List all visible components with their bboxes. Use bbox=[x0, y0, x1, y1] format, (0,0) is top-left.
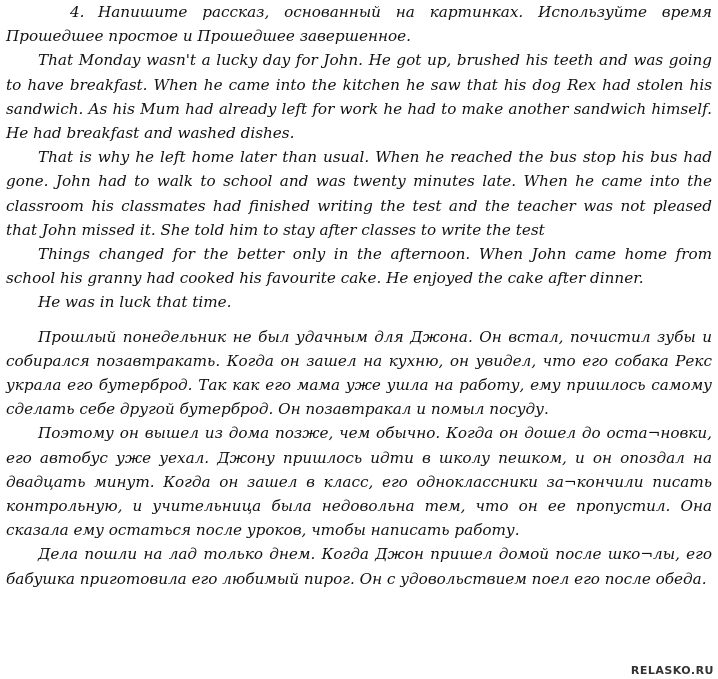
english-paragraph-2: That is why he left home later than usual. When he reached the bus stop his bus had gone. John had to walk to school and was twenty minutes late. When he came into the classroom his classmates had finished writing the test and the teacher was not pleased that John missed it. She told him to stay after classes to write the test bbox=[6, 148, 712, 239]
site-watermark: RELASKO.RU bbox=[630, 664, 714, 677]
english-paragraph-3: Things changed for the better only in the afternoon. When John came home from school his granny had cooked his favourite cake. He enjoyed the cake after dinner. bbox=[6, 245, 712, 288]
task-instruction: Напишите рассказ, основанный на картинках. Используйте время Прошедшее простое и Прошедшее завершенное. bbox=[6, 3, 712, 46]
task-heading bbox=[6, 0, 712, 48]
document-page bbox=[6, 0, 712, 591]
task-number: 4. bbox=[70, 3, 85, 21]
english-paragraph-1: That Monday wasn't a lucky day for John. He got up, brushed his teeth and was going to have breakfast. When he came into the kitchen he saw that his dog Rex had stolen his sandwich. As his Mum had already left for work he had to make another sandwich himself. He had breakfast and washed dishes. bbox=[6, 51, 712, 143]
section-gap bbox=[6, 315, 712, 325]
russian-paragraph-2: Поэтому он вышел из дома позже, чем обычно. Когда он дошел до оста¬новки, его автобус уже уехал. Джону пришлось идти в школу пешком, и он опоздал на двадцать минут. Когда он зашел в класс, его одноклассники за¬кончили писать контрольную, и учительница была недовольна тем, что он ее пропустил. Она сказала ему остаться после уроков, чтобы написать работу. bbox=[6, 424, 712, 540]
english-paragraph-4: He was in luck that time. bbox=[38, 293, 232, 312]
russian-paragraph-1: Прошлый понедельник не был удачным для Джона. Он встал, почистил зубы и собирался позавтракать. Когда он зашел на кухню, он увидел, что его собака Рекс украла его бутерброд. Так как его мама уже ушла на работу, ему пришлось самому сделать себе другой бутерброд. Он позавтракал и помыл посуду. bbox=[6, 327, 712, 419]
russian-paragraph-3: Дела пошли на лад только днем. Когда Джон пришел домой после шко¬лы, его бабушка приготовила его любимый пирог. Он с удовольствием поел его после обеда. bbox=[6, 545, 712, 588]
